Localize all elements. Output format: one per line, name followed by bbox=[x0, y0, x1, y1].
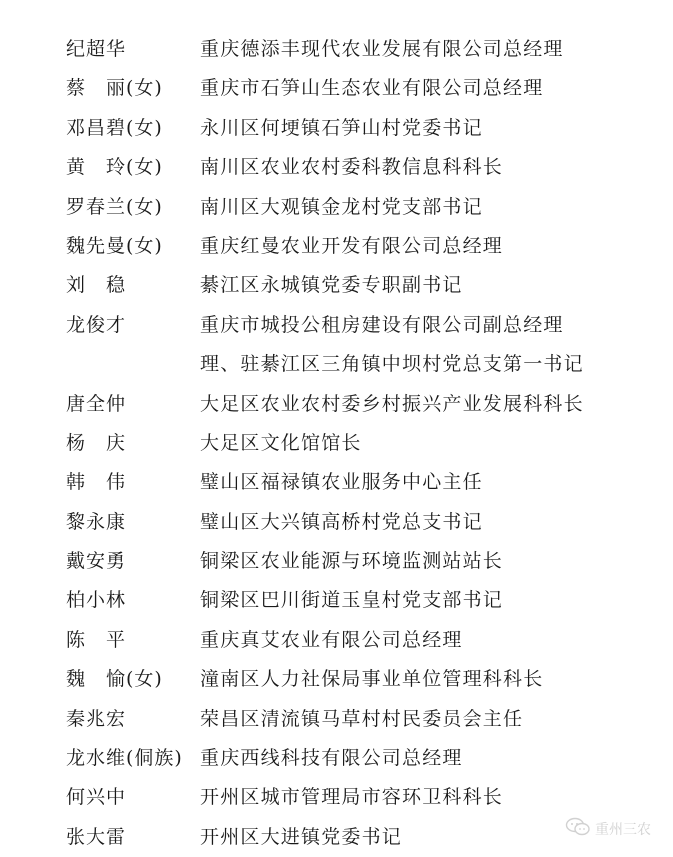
person-title: 綦江区永城镇党委专职副书记 bbox=[200, 274, 463, 297]
list-item bbox=[0, 542, 673, 581]
list-item bbox=[0, 266, 673, 305]
person-name: 张大雷 bbox=[66, 825, 127, 848]
list-item bbox=[0, 227, 673, 266]
list-item bbox=[0, 503, 673, 542]
person-name: 魏先曼(女) bbox=[66, 234, 163, 257]
wechat-icon bbox=[565, 817, 591, 841]
list-item bbox=[0, 30, 673, 69]
person-title: 南川区农业农村委科教信息科科长 bbox=[200, 156, 504, 179]
person-name: 纪超华 bbox=[66, 38, 127, 60]
person-name: 戴安勇 bbox=[66, 550, 127, 573]
person-name: 蔡 丽(女) bbox=[66, 77, 163, 100]
person-name: 龙俊才 bbox=[66, 313, 127, 336]
person-title: 重庆市石笋山生态农业有限公司总经理 bbox=[200, 77, 544, 100]
person-name: 邓昌碧(女) bbox=[66, 116, 163, 139]
list-item bbox=[0, 424, 673, 463]
list-item bbox=[0, 109, 673, 148]
list-item bbox=[0, 148, 673, 187]
person-title: 重庆红曼农业开发有限公司总经理 bbox=[200, 234, 504, 257]
person-name: 魏 愉(女) bbox=[66, 668, 163, 691]
person-name: 唐全仲 bbox=[66, 392, 127, 415]
person-name: 秦兆宏 bbox=[66, 707, 127, 730]
person-title: 重庆德添丰现代农业发展有限公司总经理 bbox=[200, 38, 564, 60]
person-title: 大足区文化馆馆长 bbox=[200, 431, 362, 454]
list-item bbox=[0, 69, 673, 108]
person-title: 南川区大观镇金龙村党支部书记 bbox=[200, 195, 483, 218]
person-name: 龙水维(侗族) bbox=[66, 747, 183, 770]
watermark-text: 重州三农 bbox=[595, 822, 651, 838]
person-title: 重庆真艾农业有限公司总经理 bbox=[200, 628, 463, 651]
list-item bbox=[0, 188, 673, 227]
watermark bbox=[565, 817, 651, 841]
list-item bbox=[0, 385, 673, 424]
person-title: 璧山区大兴镇高桥村党总支书记 bbox=[200, 510, 483, 533]
person-name: 杨 庆 bbox=[66, 431, 127, 454]
person-title: 璧山区福禄镇农业服务中心主任 bbox=[200, 471, 483, 494]
list-item bbox=[0, 739, 673, 778]
person-title: 重庆西线科技有限公司总经理 bbox=[200, 747, 463, 770]
person-name: 黎永康 bbox=[66, 510, 127, 533]
list-item bbox=[0, 778, 673, 817]
person-name: 黄 玲(女) bbox=[66, 156, 163, 179]
person-name: 何兴中 bbox=[66, 786, 127, 809]
list-item bbox=[0, 463, 673, 502]
roster-list bbox=[0, 30, 673, 857]
person-name: 陈 平 bbox=[66, 628, 127, 651]
list-item bbox=[0, 700, 673, 739]
person-title: 潼南区人力社保局事业单位管理科科长 bbox=[200, 668, 544, 691]
person-title: 理、驻綦江区三角镇中坝村党总支第一书记 bbox=[200, 353, 584, 376]
person-title: 铜梁区农业能源与环境监测站站长 bbox=[200, 550, 504, 573]
person-title: 荣昌区清流镇马草村村民委员会主任 bbox=[200, 707, 524, 730]
person-title: 开州区大进镇党委书记 bbox=[200, 825, 403, 848]
person-title: 铜梁区巴川街道玉皇村党支部书记 bbox=[200, 589, 504, 612]
person-name: 柏小林 bbox=[66, 589, 127, 612]
person-title: 重庆市城投公租房建设有限公司副总经理 bbox=[200, 313, 564, 336]
person-name: 刘 稳 bbox=[66, 274, 127, 297]
person-title: 大足区农业农村委乡村振兴产业发展科科长 bbox=[200, 392, 584, 415]
list-item-continuation bbox=[0, 345, 673, 384]
list-item bbox=[0, 621, 673, 660]
person-name: 韩 伟 bbox=[66, 471, 127, 494]
list-item bbox=[0, 306, 673, 345]
person-title: 开州区城市管理局市容环卫科科长 bbox=[200, 786, 504, 809]
person-title: 永川区何埂镇石笋山村党委书记 bbox=[200, 116, 483, 139]
list-item bbox=[0, 581, 673, 620]
person-name: 罗春兰(女) bbox=[66, 195, 163, 218]
list-item bbox=[0, 660, 673, 699]
